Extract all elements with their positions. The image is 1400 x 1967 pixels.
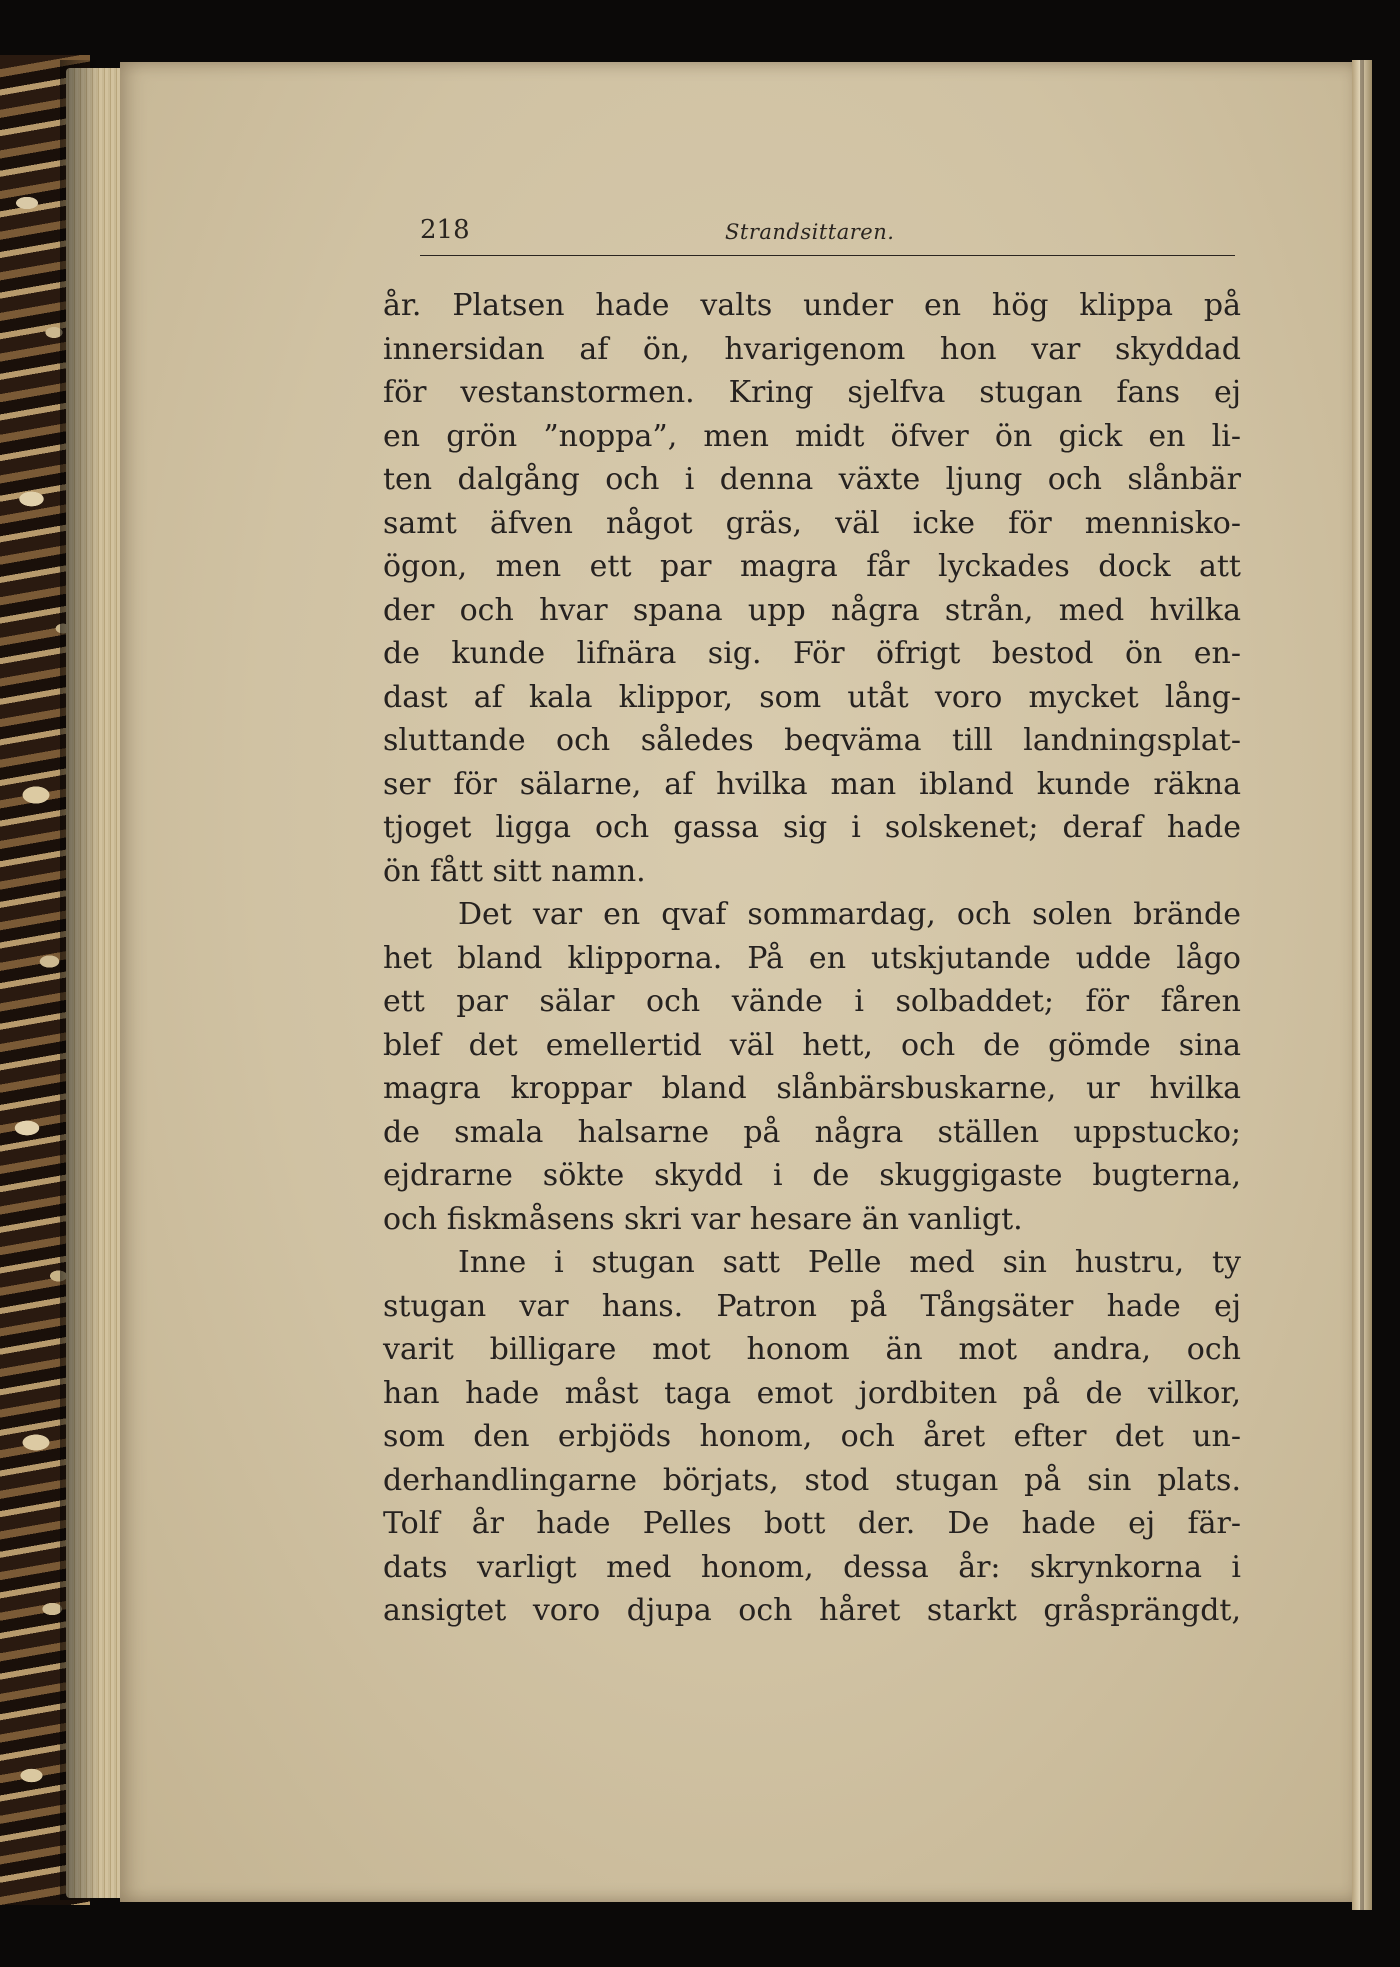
text-line: Inne i stugan satt Pelle med sin hustru, ty	[458, 1245, 1241, 1280]
running-head	[420, 215, 1235, 256]
text-line: år. Platsen hade valts under en hög klippa på	[383, 288, 1241, 323]
text-line: magra kroppar bland slånbärsbuskarne, ur hvilka	[383, 1071, 1241, 1106]
spine-shadow	[60, 60, 100, 1900]
text-line: ser för sälarne, af hvilka man ibland kunde räkna	[383, 766, 1241, 802]
text-line: derhandlingarne börjats, stod stugan på sin plats.	[383, 1462, 1241, 1498]
text-line: Det var en qvaf sommardag, och solen brände	[458, 897, 1241, 932]
text-line: en grön ”noppa”, men midt öfver ön gick en li-	[383, 418, 1241, 454]
text-line: han hade måst taga emot jordbiten på de vilkor,	[383, 1375, 1241, 1411]
body-text	[383, 284, 1241, 1633]
text-line: för vestanstormen. Kring sjelfva stugan fans ej	[383, 375, 1241, 410]
text-line: blef det emellertid väl hett, och de gömde sina	[383, 1027, 1241, 1063]
text-line: som den erbjöds honom, och året efter det un-	[383, 1419, 1241, 1454]
text-line: de smala halsarne på några ställen uppstucko;	[383, 1114, 1241, 1150]
text-line: der och hvar spana upp några strån, med hvilka	[383, 592, 1241, 628]
text-line: het bland klipporna. På en utskjutande udde lågo	[383, 940, 1241, 976]
running-title: Strandsittaren.	[725, 220, 895, 244]
text-line: dast af kala klippor, som utåt voro mycket lång-	[383, 679, 1241, 715]
text-line: tjoget ligga och gassa sig i solskenet; deraf hade	[383, 810, 1241, 845]
page-number: 218	[420, 215, 470, 245]
text-line: ten dalgång och i denna växte ljung och slånbär	[383, 462, 1241, 497]
text-line: ögon, men ett par magra får lyckades dock att	[383, 549, 1241, 584]
text-line: ön fått sitt namn.	[383, 853, 646, 889]
text-line: samt äfven något gräs, väl icke för mennisko-	[383, 505, 1241, 541]
text-line: ansigtet voro djupa och håret starkt gråsprängdt,	[383, 1593, 1241, 1628]
text-line: innersidan af ön, hvarigenom hon var skyddad	[383, 331, 1241, 367]
show-through-strip	[1360, 60, 1364, 1910]
text-line: ett par sälar och vände i solbaddet; för fåren	[383, 984, 1241, 1019]
text-line: ejdrarne sökte skydd i de skuggigaste bugterna,	[383, 1158, 1241, 1193]
text-line: dats varligt med honom, dessa år: skrynkorna i	[383, 1549, 1241, 1585]
text-line: och fiskmåsens skri var hesare än vanligt.	[383, 1201, 1023, 1237]
text-line: varit billigare mot honom än mot andra, och	[383, 1332, 1241, 1367]
text-line: sluttande och således beqväma till landningsplat-	[383, 723, 1241, 758]
text-line: de kunde lifnära sig. För öfrigt bestod ön en-	[383, 636, 1241, 671]
text-line: Tolf år hade Pelles bott der. De hade ej fär-	[383, 1506, 1241, 1541]
text-line: stugan var hans. Patron på Tångsäter hade ej	[383, 1288, 1241, 1324]
